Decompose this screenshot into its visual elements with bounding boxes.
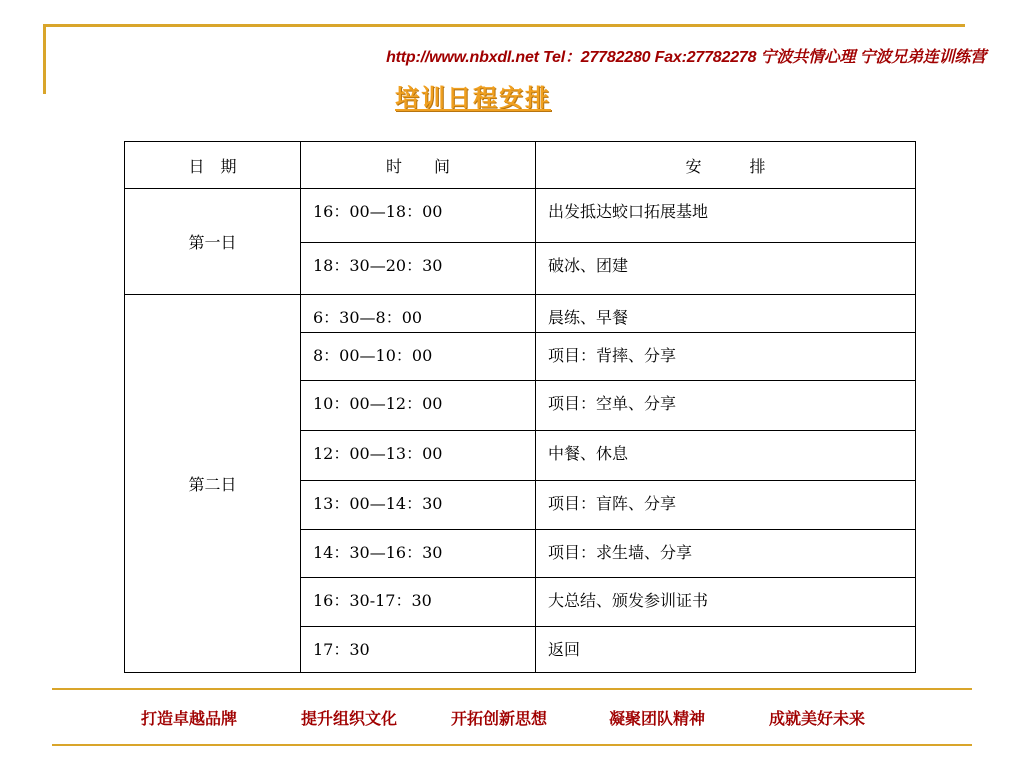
contact-line: http://www.nbxdl.net Tel：27782280 Fax:27782278 宁波共情心理 宁波兄弟连训练营 (386, 49, 986, 66)
schedule-table (124, 141, 916, 673)
time-cell: 16：30-17：30 (301, 578, 536, 627)
footer-divider-top (52, 688, 972, 690)
activity-cell: 破冰、团建 (536, 243, 916, 295)
header-date: 日 期 (125, 142, 301, 189)
activity-cell: 项目：空单、分享 (536, 381, 916, 431)
footer-divider-bottom (52, 744, 972, 746)
time-cell: 8：00—10：00 (301, 333, 536, 381)
slogan-item: 开拓创新思想 (451, 709, 548, 728)
page-title: 培训日程安排 (395, 84, 551, 112)
time-cell: 16：00—18：00 (301, 189, 536, 243)
time-cell: 17：30 (301, 627, 536, 673)
activity-cell: 返回 (536, 627, 916, 673)
frame-top-border (43, 24, 965, 27)
header-activity: 安 排 (536, 142, 916, 189)
time-cell: 14：30—16：30 (301, 530, 536, 578)
header-time: 时 间 (301, 142, 536, 189)
activity-cell: 出发抵达蛟口拓展基地 (536, 189, 916, 243)
activity-cell: 中餐、休息 (536, 431, 916, 481)
footer-slogans (0, 706, 1024, 730)
day-label: 第一日 (125, 189, 301, 295)
time-cell: 12：00—13：00 (301, 431, 536, 481)
activity-cell: 项目：背摔、分享 (536, 333, 916, 381)
table-row (125, 189, 916, 243)
slogan-item: 打造卓越品牌 (141, 709, 238, 728)
time-cell: 10：00—12：00 (301, 381, 536, 431)
time-cell: 18：30—20：30 (301, 243, 536, 295)
frame-left-border (43, 24, 46, 94)
activity-cell: 晨练、早餐 (536, 295, 916, 333)
table-row (125, 295, 916, 333)
slogan-item: 提升组织文化 (301, 709, 398, 728)
time-cell: 13：00—14：30 (301, 481, 536, 530)
time-cell: 6：30—8：00 (301, 295, 536, 333)
activity-cell: 大总结、颁发参训证书 (536, 578, 916, 627)
activity-cell: 项目：盲阵、分享 (536, 481, 916, 530)
day-label: 第二日 (125, 295, 301, 673)
table-header-row (125, 142, 916, 189)
activity-cell: 项目：求生墙、分享 (536, 530, 916, 578)
slogan-item: 凝聚团队精神 (609, 709, 706, 728)
slogan-item: 成就美好未来 (769, 709, 866, 728)
